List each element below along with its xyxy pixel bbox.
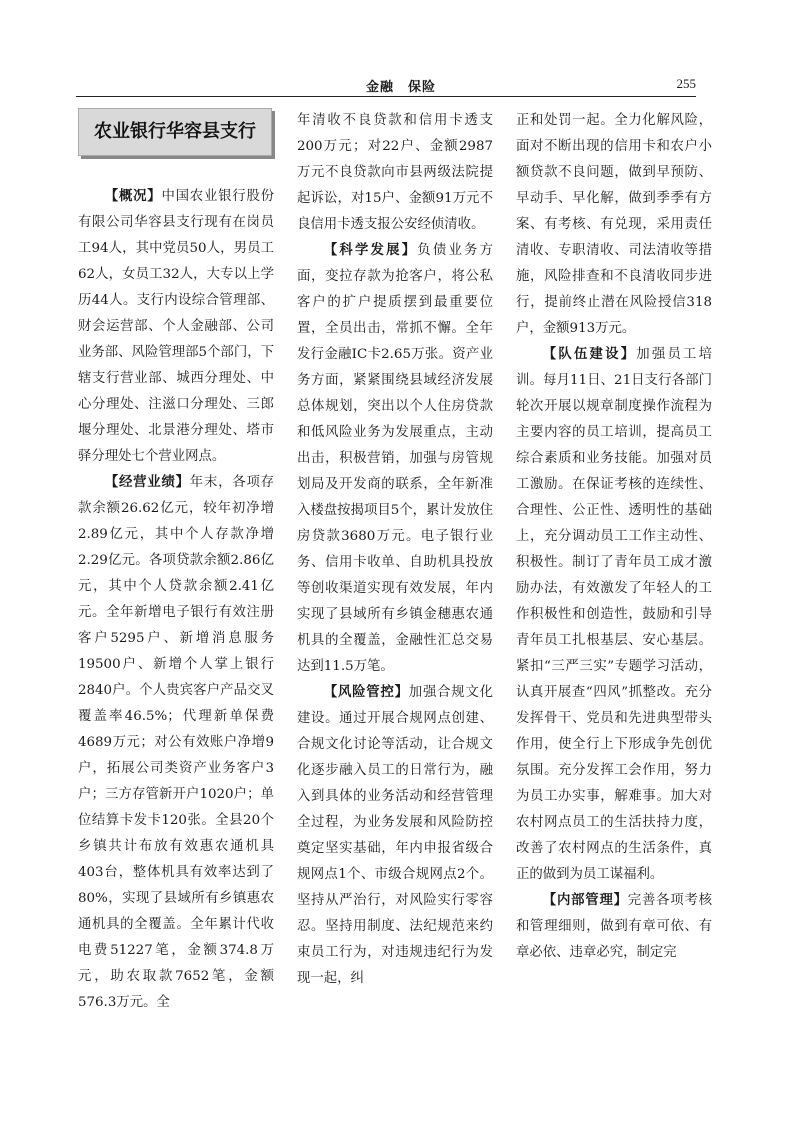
article-title: 农业银行华容县支行 xyxy=(94,121,256,142)
paragraph xyxy=(78,470,274,1016)
section-title: 金融 保险 xyxy=(366,80,437,95)
section-tag: 【队伍建设】 xyxy=(542,347,637,362)
paragraph-text: 年清收不良贷款和信用卡透支200万元；对22户、金额2987万元不良贷款向市县两级法院提起诉讼，对15户、金额91万元不良信用卡透支报公安经侦清收。 xyxy=(297,113,493,232)
section-tag: 【概况】 xyxy=(104,189,162,204)
section-tag: 【经营业绩】 xyxy=(104,475,190,490)
paragraph-text: 加强员工培训。每月11日、21日支行各部门轮次开展以规章制度操作流程为主要内容的员工培训，提高员工综合素质和业务技能。加强对员工激励。在保证考核的连续性、合理性、公正性、透明性的基础上，充分调动员工工作主动性、积极性。制订了青年员工成才激励办法，有效激发了年轻人的工作积极性和创造性，鼓励和引导青年员工扎根基层、安心基层。紧扣“三严三实”专题学习活动，认真开展查“四风”抓整改。充分发挥骨干、党员和先进典型带头作用，使全行上下形成争先创优氛围。充分发挥工会作用，努力为员工办实事，解难事。加大对农村网点员工的生活扶持力度，改善了农村网点的生活条件，真正的做到为员工谋福利。 xyxy=(516,347,713,882)
article-title-box xyxy=(78,108,272,156)
page-number: 255 xyxy=(676,76,696,91)
paragraph-text: 中国农业银行股份有限公司华容县支行现有在岗员工94人，其中党员50人，男员工62人，女员工32人，大专以上学历44人。支行内设综合管理部、财会运营部、个人金融部、公司业务部、风险管理部5个部门，下辖支行营业部、城西分理处、中心分理处、注滋口分理处、三郎堰分理处、北景港分理处、塔市驿分理处七个营业网点。 xyxy=(78,189,275,464)
header-rule xyxy=(76,96,696,97)
paragraph xyxy=(516,342,712,888)
paragraph-text: 年末，各项存款余额26.62亿元，较年初净增2.89亿元，其中个人存款净增2.29亿元。各项贷款余额2.86亿元，其中个人贷款余额2.41亿元。全年新增电子银行有效注册客户5295户、新增消息服务19500户、新增个人掌上银行2840户。个人贵宾客户产品交叉覆盖率46.5%；代理新单保费4689万元；对公有效账户净增9户，拓展公司类资产业务客户3户；三方存管新开户1020户；单位结算卡发卡120张。全县20个乡镇共计布放有效惠农通机具403台，整体机具有效率达到了80%，实现了县域所有乡镇惠农通机具的全覆盖。全年累计代收电费51227笔，金额374.8万元，助农取款7652笔，金额576.3万元。全 xyxy=(78,475,275,1010)
section-tag: 【科学发展】 xyxy=(323,243,418,258)
paragraph xyxy=(516,888,712,966)
paragraph-continued xyxy=(516,108,712,342)
paragraph-text: 负债业务方面，变拉存款为抢客户，将公私客户的扩户提质摆到最重要位置，全员出击，常抓不懈。全年发行金融IC卡2.65万张。资产业务方面，紧紧围绕县域经济发展总体规划，突出以个人住房贷款和低风险业务为发展重点，主动出击，积极营销，加强与房管规划局及开发商的联系，全年新准入楼盘按揭项目5个，累计发放住房贷款3680万元。电子银行业务、信用卡收单、自助机具投放等创收渠道实现有效发展，年内实现了县域所有乡镇金穗惠农通机具的全覆盖，金融性汇总交易达到11.5万笔。 xyxy=(297,243,494,674)
paragraph-continued xyxy=(297,108,493,238)
paragraph xyxy=(78,184,274,470)
running-header xyxy=(76,76,696,98)
column-3 xyxy=(516,108,712,966)
paragraph-text: 加强合规文化建设。通过开展合规网点创建、合规文化讨论等活动，让合规文化逐步融入员工的日常行为，融入到具体的业务活动和经营管理全过程，为业务发展和风险防控奠定坚实基础，年内申报省级合规网点1个、市级合规网点2个。坚持从严治行，对风险实行零容忍。坚持用制度、法纪规范来约束员工行为，对违规违纪行为发现一起，纠 xyxy=(297,685,494,986)
paragraph-text: 正和处罚一起。全力化解风险，面对不断出现的信用卡和农户小额贷款不良问题，做到早预防、早动手、早化解，做到季季有方案、有考核、有兑现，采用责任清收、专职清收、司法清收等措施，风险排查和不良清收同步进行，提前终止潜在风险授信318户，金额913万元。 xyxy=(516,113,712,336)
column-2 xyxy=(297,108,493,992)
column-1 xyxy=(78,108,274,1016)
paragraph xyxy=(297,238,493,680)
section-tag: 【内部管理】 xyxy=(542,893,628,908)
paragraph-text: 完善各项考核和管理细则，做到有章可依、有章必依、违章必究，制定完 xyxy=(516,893,713,960)
section-tag: 【风险管控】 xyxy=(323,685,409,700)
paragraph xyxy=(297,680,493,992)
